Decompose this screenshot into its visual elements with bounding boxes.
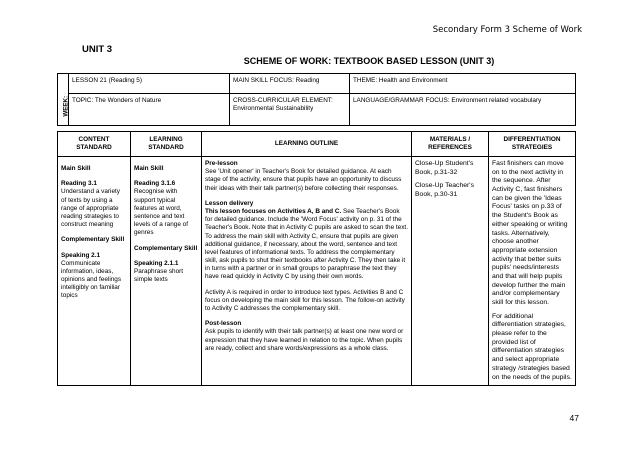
topic-label: TOPIC: The Wonders of Nature [72, 97, 162, 104]
learning-outline-cell [202, 157, 412, 386]
theme-cell [350, 74, 576, 94]
differentiation-additional: For additional differentiation strategies, please refer to the provided list of differentiation strategies and select appropriate strategy /strategies based on the needs of the pupils. [492, 312, 572, 381]
activity-text: Activity A is required in order to introduce text types. Activities B and C focus on developing the main skill for this lesson. The follow-on activity to Activity C addresses the complementary skill. [205, 288, 405, 312]
page-title [0, 56, 638, 66]
content-reading-code: Reading 3.1 [61, 180, 97, 188]
cross-curricular-cell [230, 94, 350, 126]
learning-complementary-skill: Complementary Skill [134, 244, 198, 252]
differentiation-fast-finishers: Fast finishers can move on to the next activity in the sequence. After Activity C, fast finishers can be given the 'Ideas Focus' tasks on p.33 of the Student's Book as either speaking or writing tasks. Alternatively, choose another appropriate extension activity that better suits pupils' needs/interests and that will help pupils develop further the main and/or complementary skill for this lesson. [492, 160, 568, 306]
header-content-standard: CONTENT STANDARD [58, 132, 131, 157]
content-speaking-text: Communicate information, ideas, opinions and feelings intelligibly on familiar topics [61, 259, 122, 300]
differentiation-cell [489, 157, 576, 386]
main-skill-cell [230, 74, 350, 94]
post-lesson-text: Ask pupils to identify with their talk partner(s) at least one new word or expression that they have learned in relation to the topic. When pupils are ready, collect and share words/expressions as a whole class. [205, 328, 404, 352]
material-teachers-book: Close-Up Teacher's Book, p.30-31 [415, 182, 474, 199]
content-main-skill: Main Skill [61, 165, 91, 172]
page-number: 47 [569, 413, 579, 423]
page-title-text: SCHEME OF WORK: TEXTBOOK BASED LESSON (UNIT 3) [243, 56, 495, 66]
lesson-cell [69, 74, 230, 94]
post-lesson-title: Post-lesson [205, 320, 242, 328]
learning-reading-text: Recognise with support typical features at word, sentence and text levels of a range of genres [134, 188, 188, 237]
pre-lesson-title: Pre-lesson [205, 160, 238, 167]
learning-speaking-text: Paraphrase short simple texts [134, 267, 184, 284]
cross-curricular-label: CROSS-CURRICULAR ELEMENT: Environmental Sustainability [233, 97, 333, 113]
learning-speaking-code: Speaking 2.1.1 [134, 259, 179, 267]
header-materials: MATERIALS / REFERENCES [412, 132, 489, 157]
language-grammar-cell [350, 94, 576, 126]
theme-label: THEME: Health and Environment [353, 77, 448, 84]
main-skill-label: MAIN SKILL FOCUS: Reading [233, 77, 320, 84]
learning-reading-code: Reading 3.1.6 [134, 180, 176, 188]
delivery-title: Lesson delivery [205, 199, 254, 207]
delivery-text: This lesson focuses on Activities A, B and C. See Teacher's Book for detailed guidance. Include the 'Word Focus' activity on p. 31 of the Teacher's Book. Note that in Activity C pupils are asked to scan the text. To address the main skill with Activity C, ensure that pupils are given additional guidance, if necessary, about the word, sentence and text level features of informational texts. To address the complementary skill, ask pupils to shut their textbooks after Activity C. They then take it in turns with a partner or in small groups to paraphrase the text they have read quickly in Activity C by using their own words. [205, 207, 408, 281]
material-students-book: Close-Up Student's Book, p.31-32 [415, 160, 474, 176]
content-standard-cell [58, 157, 131, 386]
lesson-label: LESSON 21 (Reading 5) [72, 77, 142, 84]
week-cell [58, 74, 69, 126]
language-grammar-label: LANGUAGE/GRAMMAR FOCUS: Environment related vocabulary [353, 97, 542, 104]
topic-cell [69, 94, 230, 126]
learning-standard-cell [131, 157, 202, 386]
learning-main-skill: Main Skill [134, 165, 164, 172]
header-differentiation: DIFFERENTIATION STRATEGIES [489, 132, 576, 157]
scheme-table [57, 131, 576, 386]
materials-cell [412, 157, 489, 386]
lesson-info-table [57, 73, 576, 126]
unit-heading: UNIT 3 [82, 44, 113, 55]
week-label: WEEK: __ [62, 87, 70, 117]
page-header: Secondary Form 3 Scheme of Work [432, 25, 582, 35]
pre-lesson-text: See 'Unit opener' in Teacher's Book for detailed guidance. At each stage of the activity, ensure that pupils have an opportunity to discuss their ideas with their talk partner(s) before collecting their responses. [205, 168, 402, 192]
content-speaking-code: Speaking 2.1 [61, 251, 101, 259]
content-complementary-skill: Complementary Skill [61, 236, 125, 244]
header-learning-outline: LEARNING OUTLINE [202, 132, 412, 157]
header-learning-standard: LEARNING STANDARD [131, 132, 202, 157]
content-reading-text: Understand a variety of texts by using a range of appropriate reading strategies to construct meaning [61, 188, 120, 229]
